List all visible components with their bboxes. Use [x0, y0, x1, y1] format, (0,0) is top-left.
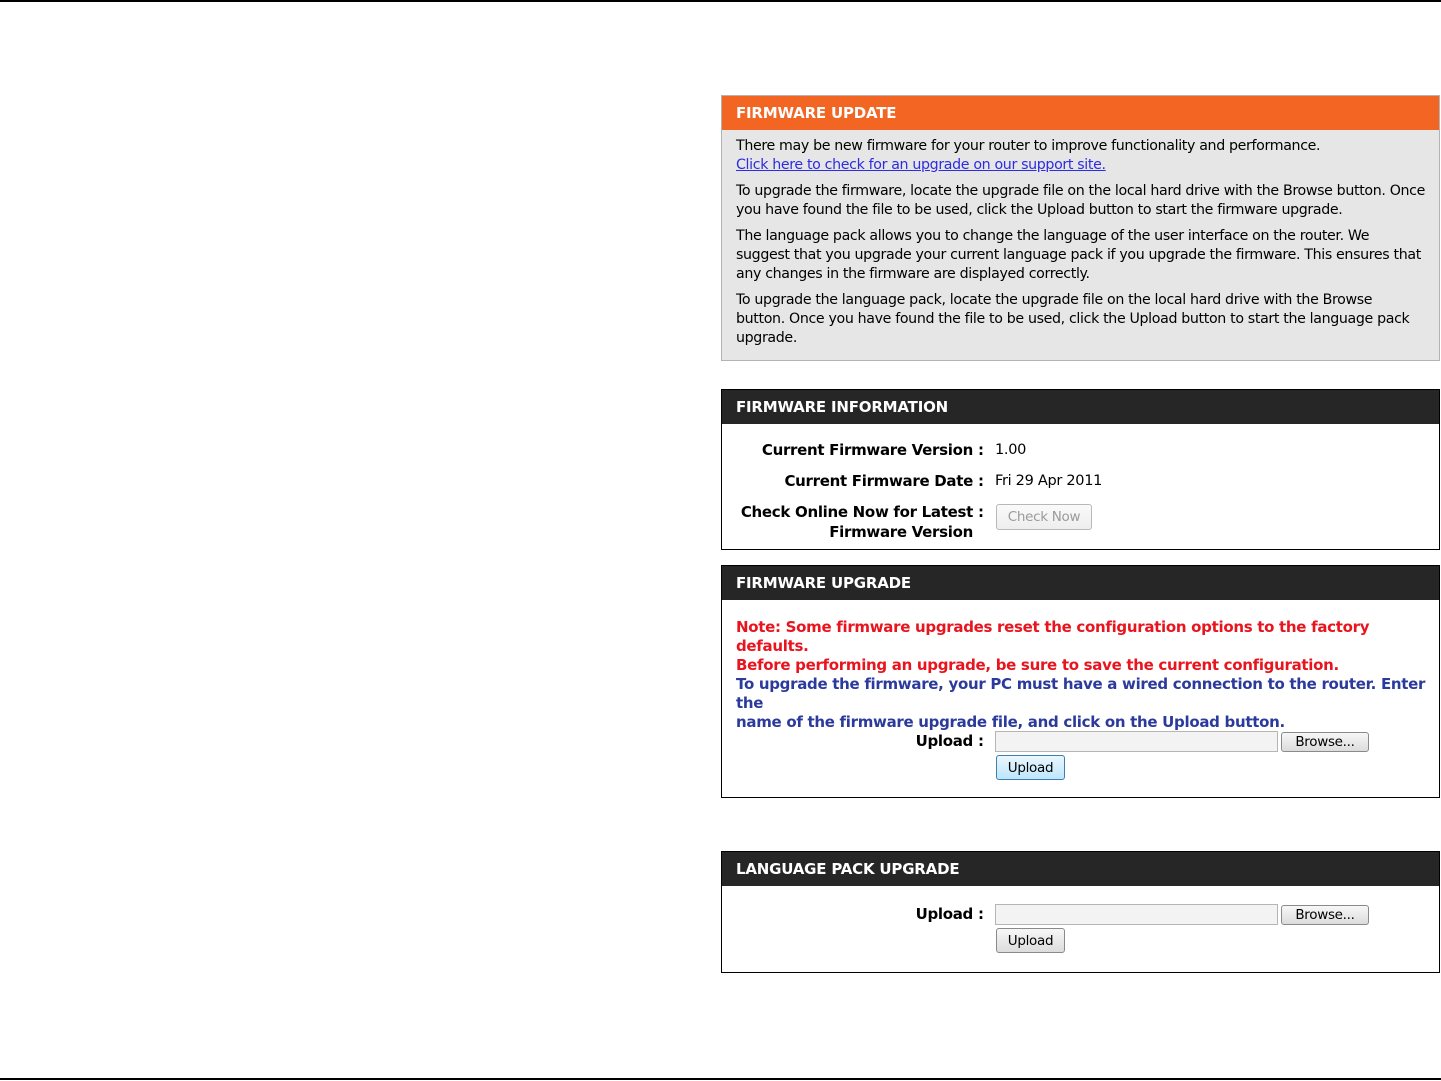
firmware-browse-button[interactable]: Browse... — [1281, 732, 1369, 752]
firmware-information-panel — [721, 389, 1440, 550]
firmware-date-colon: : — [978, 472, 984, 490]
firmware-upgrade-warning — [736, 618, 1439, 675]
language-pack-upgrade-title: LANGUAGE PACK UPGRADE — [722, 852, 1439, 886]
warning-line1: Note: Some firmware upgrades reset the configuration options to the factory defaults. — [736, 618, 1370, 655]
firmware-update-para1: There may be new firmware for your router to improve functionality and performance. — [736, 138, 1321, 154]
language-upload-colon: : — [978, 905, 984, 923]
firmware-update-para2: To upgrade the firmware, locate the upgrade file on the local hard drive with the Browse button. Once you have found the file to be used, click the Upload button to start the firmware upgrade. — [736, 183, 1425, 218]
firmware-update-para4: To upgrade the language pack, locate the upgrade file on the local hard drive with the Browse button. Once you have found the file to be used, click the Upload button to start the language pack upgrade. — [736, 292, 1410, 346]
firmware-file-input[interactable] — [995, 731, 1278, 752]
firmware-upload-colon: : — [978, 732, 984, 750]
firmware-version-colon: : — [978, 441, 984, 459]
check-online-label-line1: Check Online Now for Latest — [740, 503, 973, 521]
firmware-upload-label: Upload — [915, 732, 973, 750]
check-online-label — [741, 502, 973, 542]
firmware-update-para3: The language pack allows you to change the language of the user interface on the router. We suggest that you upgrade your current language pack if you upgrade the firmware. This ensures that any changes in the firmware are displayed correctly. — [736, 228, 1421, 282]
warning-line2: Before performing an upgrade, be sure to save the current configuration. — [736, 656, 1339, 674]
language-pack-upgrade-panel — [721, 851, 1440, 973]
firmware-upgrade-title: FIRMWARE UPGRADE — [722, 566, 1439, 600]
language-upload-label: Upload — [915, 905, 973, 923]
check-now-button[interactable]: Check Now — [996, 504, 1092, 530]
language-browse-button[interactable]: Browse... — [1281, 905, 1369, 925]
firmware-date-label: Current Firmware Date — [784, 472, 973, 490]
firmware-upgrade-panel — [721, 565, 1440, 798]
check-online-colon: : — [978, 503, 984, 521]
check-online-label-line2: Firmware Version — [829, 523, 973, 541]
instructions-line1: To upgrade the firmware, your PC must have a wired connection to the router. Enter the — [736, 675, 1426, 712]
language-file-input[interactable] — [995, 904, 1278, 925]
firmware-update-title: FIRMWARE UPDATE — [722, 96, 1439, 130]
language-upload-button[interactable]: Upload — [996, 928, 1065, 953]
bottom-rule — [0, 1078, 1441, 1080]
firmware-version-label: Current Firmware Version — [761, 441, 973, 459]
firmware-information-title: FIRMWARE INFORMATION — [722, 390, 1439, 424]
firmware-update-panel — [721, 95, 1440, 361]
firmware-update-intro — [736, 137, 1425, 175]
firmware-upload-button[interactable]: Upload — [996, 755, 1065, 780]
support-site-link[interactable]: Click here to check for an upgrade on our support site. — [736, 157, 1106, 173]
instructions-line2: name of the firmware upgrade file, and click on the Upload button. — [736, 713, 1285, 731]
firmware-version-value: 1.00 — [995, 442, 1027, 458]
top-rule — [0, 0, 1441, 2]
firmware-date-value: Fri 29 Apr 2011 — [995, 473, 1103, 489]
firmware-upgrade-instructions — [736, 675, 1439, 732]
